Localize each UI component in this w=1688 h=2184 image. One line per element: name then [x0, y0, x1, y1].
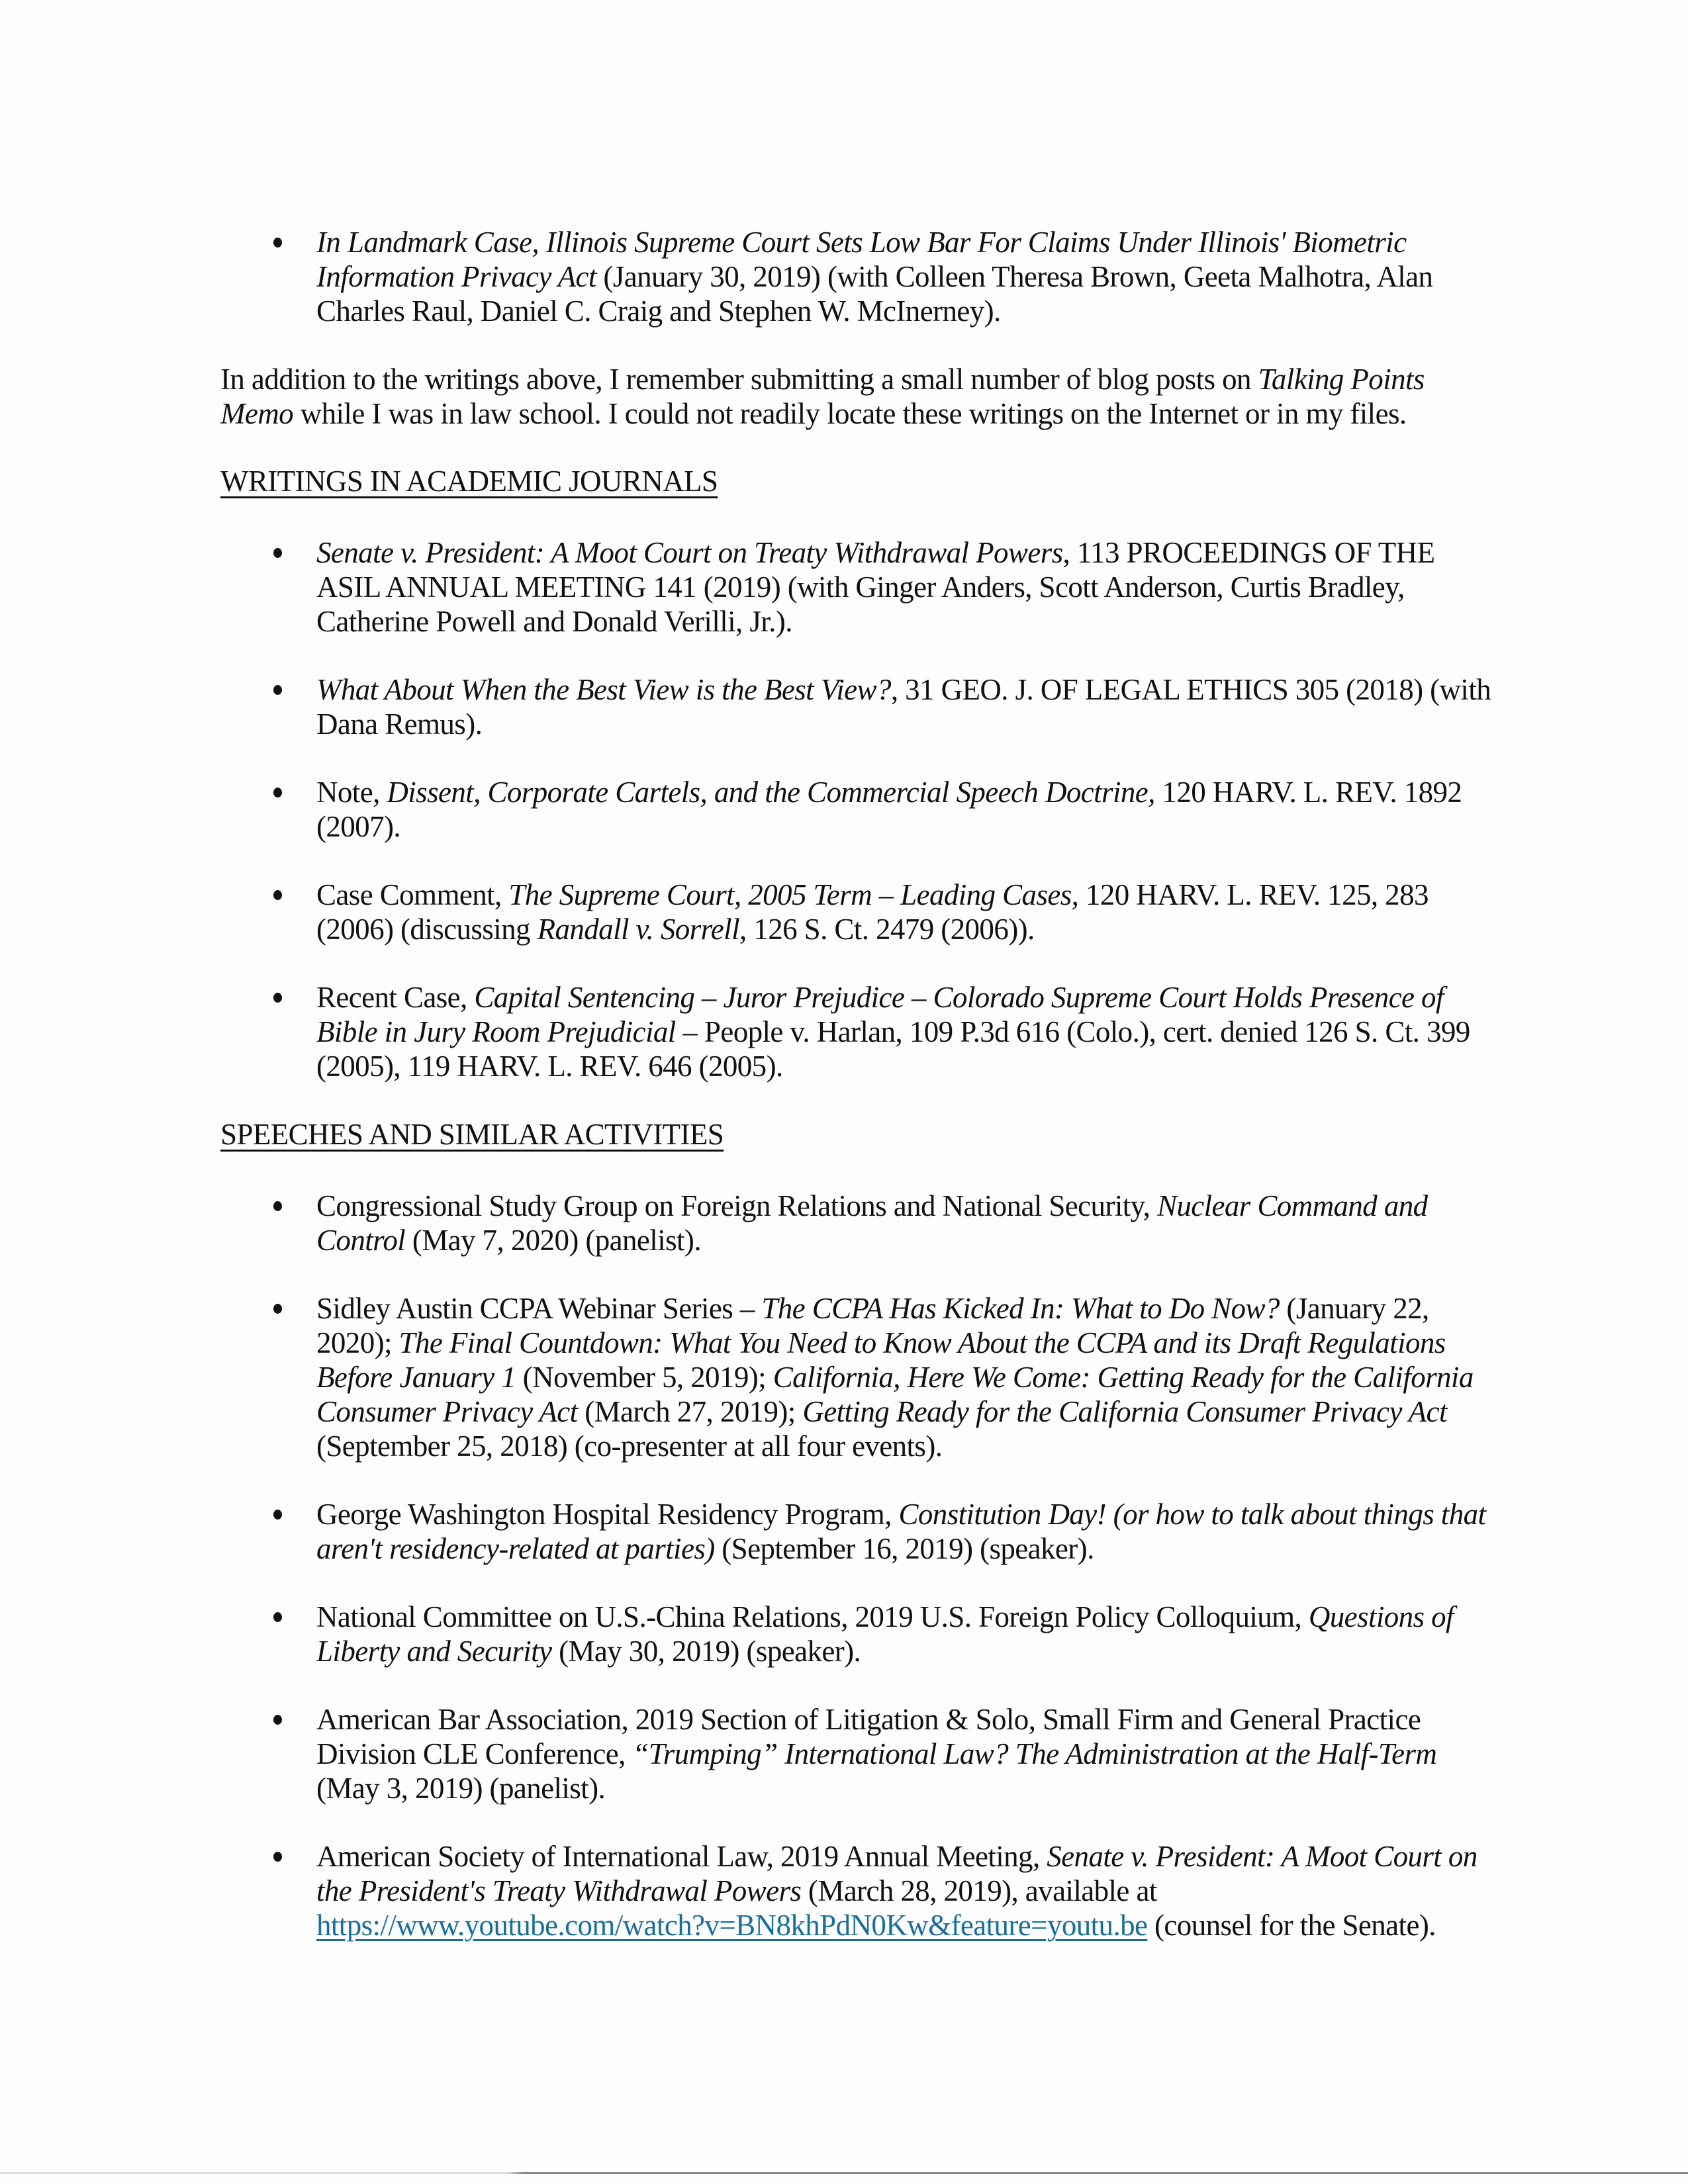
text-run: , 126 S. Ct. 2479 (2006)).: [739, 913, 1035, 946]
bullet-icon: [273, 890, 282, 900]
text-run: Case Comment,: [316, 878, 509, 911]
bullet-icon: [273, 788, 282, 797]
text-run: Note,: [316, 776, 387, 809]
list-item-text: [316, 536, 1434, 638]
blog-posts-note: [220, 362, 1498, 431]
list-item: [220, 980, 1498, 1083]
text-run: In addition to the writings above, I remember submitting a small number of blog posts on: [220, 363, 1258, 396]
text-run: (May 7, 2020) (panelist).: [405, 1224, 701, 1257]
list-item-text: [316, 1600, 1454, 1668]
bullet-icon: [273, 1201, 282, 1211]
bullet-icon: [273, 1852, 282, 1862]
list-item-text: [316, 1703, 1436, 1805]
academic-writings-list: [220, 535, 1498, 1083]
text-run: (November 5, 2019);: [516, 1361, 773, 1394]
italic-title: What About When the Best View is the Best View?: [316, 673, 891, 706]
list-item-text: [316, 673, 1491, 741]
section-heading-speeches: SPEECHES AND SIMILAR ACTIVITIES: [220, 1118, 724, 1151]
list-item: [220, 1839, 1498, 1942]
text-run: (May 3, 2019) (panelist).: [316, 1772, 606, 1805]
text-run: while I was in law school. I could not readily locate these writings on the Internet or in my files.: [293, 397, 1407, 430]
italic-title: Dissent, Corporate Cartels, and the Commercial Speech Doctrine,: [387, 776, 1155, 809]
text-run: National Committee on U.S.-China Relations, 2019 U.S. Foreign Policy Colloquium,: [316, 1600, 1309, 1633]
list-item: [220, 1189, 1498, 1257]
text-run: Recent Case,: [316, 981, 475, 1014]
text-run: , 31 GEO. J. OF LEGAL ETHICS 305 (2018) (with Dana Remus).: [316, 673, 1491, 741]
bullet-icon: [273, 1510, 282, 1520]
text-run: (September 25, 2018) (co-presenter at all four events).: [316, 1430, 943, 1463]
list-item-text: [316, 878, 1429, 946]
list-item: [220, 1497, 1498, 1566]
list-item: [220, 878, 1498, 946]
italic-title: The Final Countdown: What You Need to Know About the CCPA and its Draft Regulations Before January 1: [316, 1326, 1446, 1394]
italic-title: Capital Sentencing – Juror Prejudice – Colorado Supreme Court Holds Presence of Bible in Jury Room Prejudicial: [316, 981, 1444, 1048]
text-run: (March 28, 2019), available at: [801, 1874, 1157, 1907]
text-run: (September 16, 2019) (speaker).: [714, 1532, 1094, 1565]
italic-title: The CCPA Has Kicked In: What to Do Now?: [761, 1292, 1280, 1325]
italic-title: Constitution Day! (or how to talk about things that aren't residency-related at parties): [316, 1498, 1486, 1565]
bullet-icon: [273, 548, 282, 558]
text-run: American Society of International Law, 2019 Annual Meeting,: [316, 1840, 1047, 1873]
italic-title: Talking Points Memo: [220, 363, 1425, 430]
italic-title: Senate v. President: A Moot Court on the President's Treaty Withdrawal Powers: [316, 1840, 1477, 1907]
italic-title: California, Here We Come: Getting Ready for the California Consumer Privacy Act: [316, 1361, 1474, 1428]
bullet-icon: [273, 1304, 282, 1314]
text-run: (March 27, 2019);: [577, 1395, 803, 1428]
document-page: [220, 225, 1498, 1942]
text-run: George Washington Hospital Residency Program,: [316, 1498, 899, 1531]
italic-title: The Supreme Court, 2005 Term – Leading Cases,: [508, 878, 1079, 911]
list-item-text: [316, 1840, 1477, 1942]
bullet-icon: [273, 1612, 282, 1622]
italic-title: Senate v. President: A Moot Court on Treaty Withdrawal Powers: [316, 536, 1063, 569]
text-run: Congressional Study Group on Foreign Relations and National Security,: [316, 1189, 1157, 1222]
list-item: [220, 1291, 1498, 1463]
text-run: (counsel for the Senate).: [1147, 1909, 1436, 1942]
section-heading-academic: WRITINGS IN ACADEMIC JOURNALS: [220, 465, 718, 498]
bullet-icon: [273, 238, 282, 248]
italic-title: Questions of Liberty and Security: [316, 1600, 1454, 1668]
text-run: (May 30, 2019) (speaker).: [551, 1635, 861, 1668]
italic-title: Getting Ready for the California Consumer Privacy Act: [802, 1395, 1447, 1428]
text-run: (January 30, 2019) (with Colleen Theresa Brown, Geeta Malhotra, Alan Charles Raul, Daniel C. Craig and Stephen W. McInerney).: [316, 260, 1433, 328]
list-item: [220, 1600, 1498, 1668]
text-run: 120 HARV. L. REV. 125, 283 (2006) (discussing: [316, 878, 1429, 946]
list-item: [220, 225, 1498, 328]
bullet-icon: [273, 993, 282, 1003]
list-item-text: [316, 776, 1462, 843]
list-item-text: [316, 1498, 1485, 1565]
list-item: [220, 672, 1498, 741]
top-writings-list: [220, 225, 1498, 328]
list-item-text: [316, 1189, 1428, 1257]
italic-title: Randall v. Sorrell: [537, 913, 739, 946]
list-item: [220, 535, 1498, 639]
list-item-text: [316, 226, 1432, 328]
text-run: , 113 PROCEEDINGS OF THE ASIL ANNUAL MEETING 141 (2019) (with Ginger Anders, Scott Anderson, Curtis Bradley, Catherine Powell and Donald Verilli, Jr.).: [316, 536, 1435, 638]
text-run: American Bar Association, 2019 Section of Litigation & Solo, Small Firm and General Practice Division CLE Conference,: [316, 1703, 1421, 1770]
text-run: – People v. Harlan, 109 P.3d 616 (Colo.), cert. denied 126 S. Ct. 399 (2005), 119 HARV. L. REV. 646 (2005).: [316, 1015, 1470, 1083]
italic-title: Nuclear Command and Control: [316, 1189, 1428, 1257]
list-item: [220, 1702, 1498, 1805]
italic-title: In Landmark Case, Illinois Supreme Court Sets Low Bar For Claims Under Illinois' Biometric Information Privacy Act: [316, 226, 1407, 293]
scan-edge-line: [0, 2172, 1688, 2174]
list-item-text: [316, 981, 1470, 1083]
list-item: [220, 775, 1498, 844]
italic-title: “Trumping” International Law? The Administration at the Half-Term: [632, 1737, 1437, 1770]
bullet-icon: [273, 1715, 282, 1725]
video-link[interactable]: https://www.youtube.com/watch?v=BN8khPdN0Kw&feature=youtu.be: [316, 1909, 1148, 1942]
text-run: (January 22, 2020);: [316, 1292, 1429, 1359]
speeches-list: [220, 1189, 1498, 1942]
list-item-text: [316, 1292, 1474, 1463]
bullet-icon: [273, 685, 282, 695]
text-run: 120 HARV. L. REV. 1892 (2007).: [316, 776, 1462, 843]
text-run: Sidley Austin CCPA Webinar Series –: [316, 1292, 762, 1325]
